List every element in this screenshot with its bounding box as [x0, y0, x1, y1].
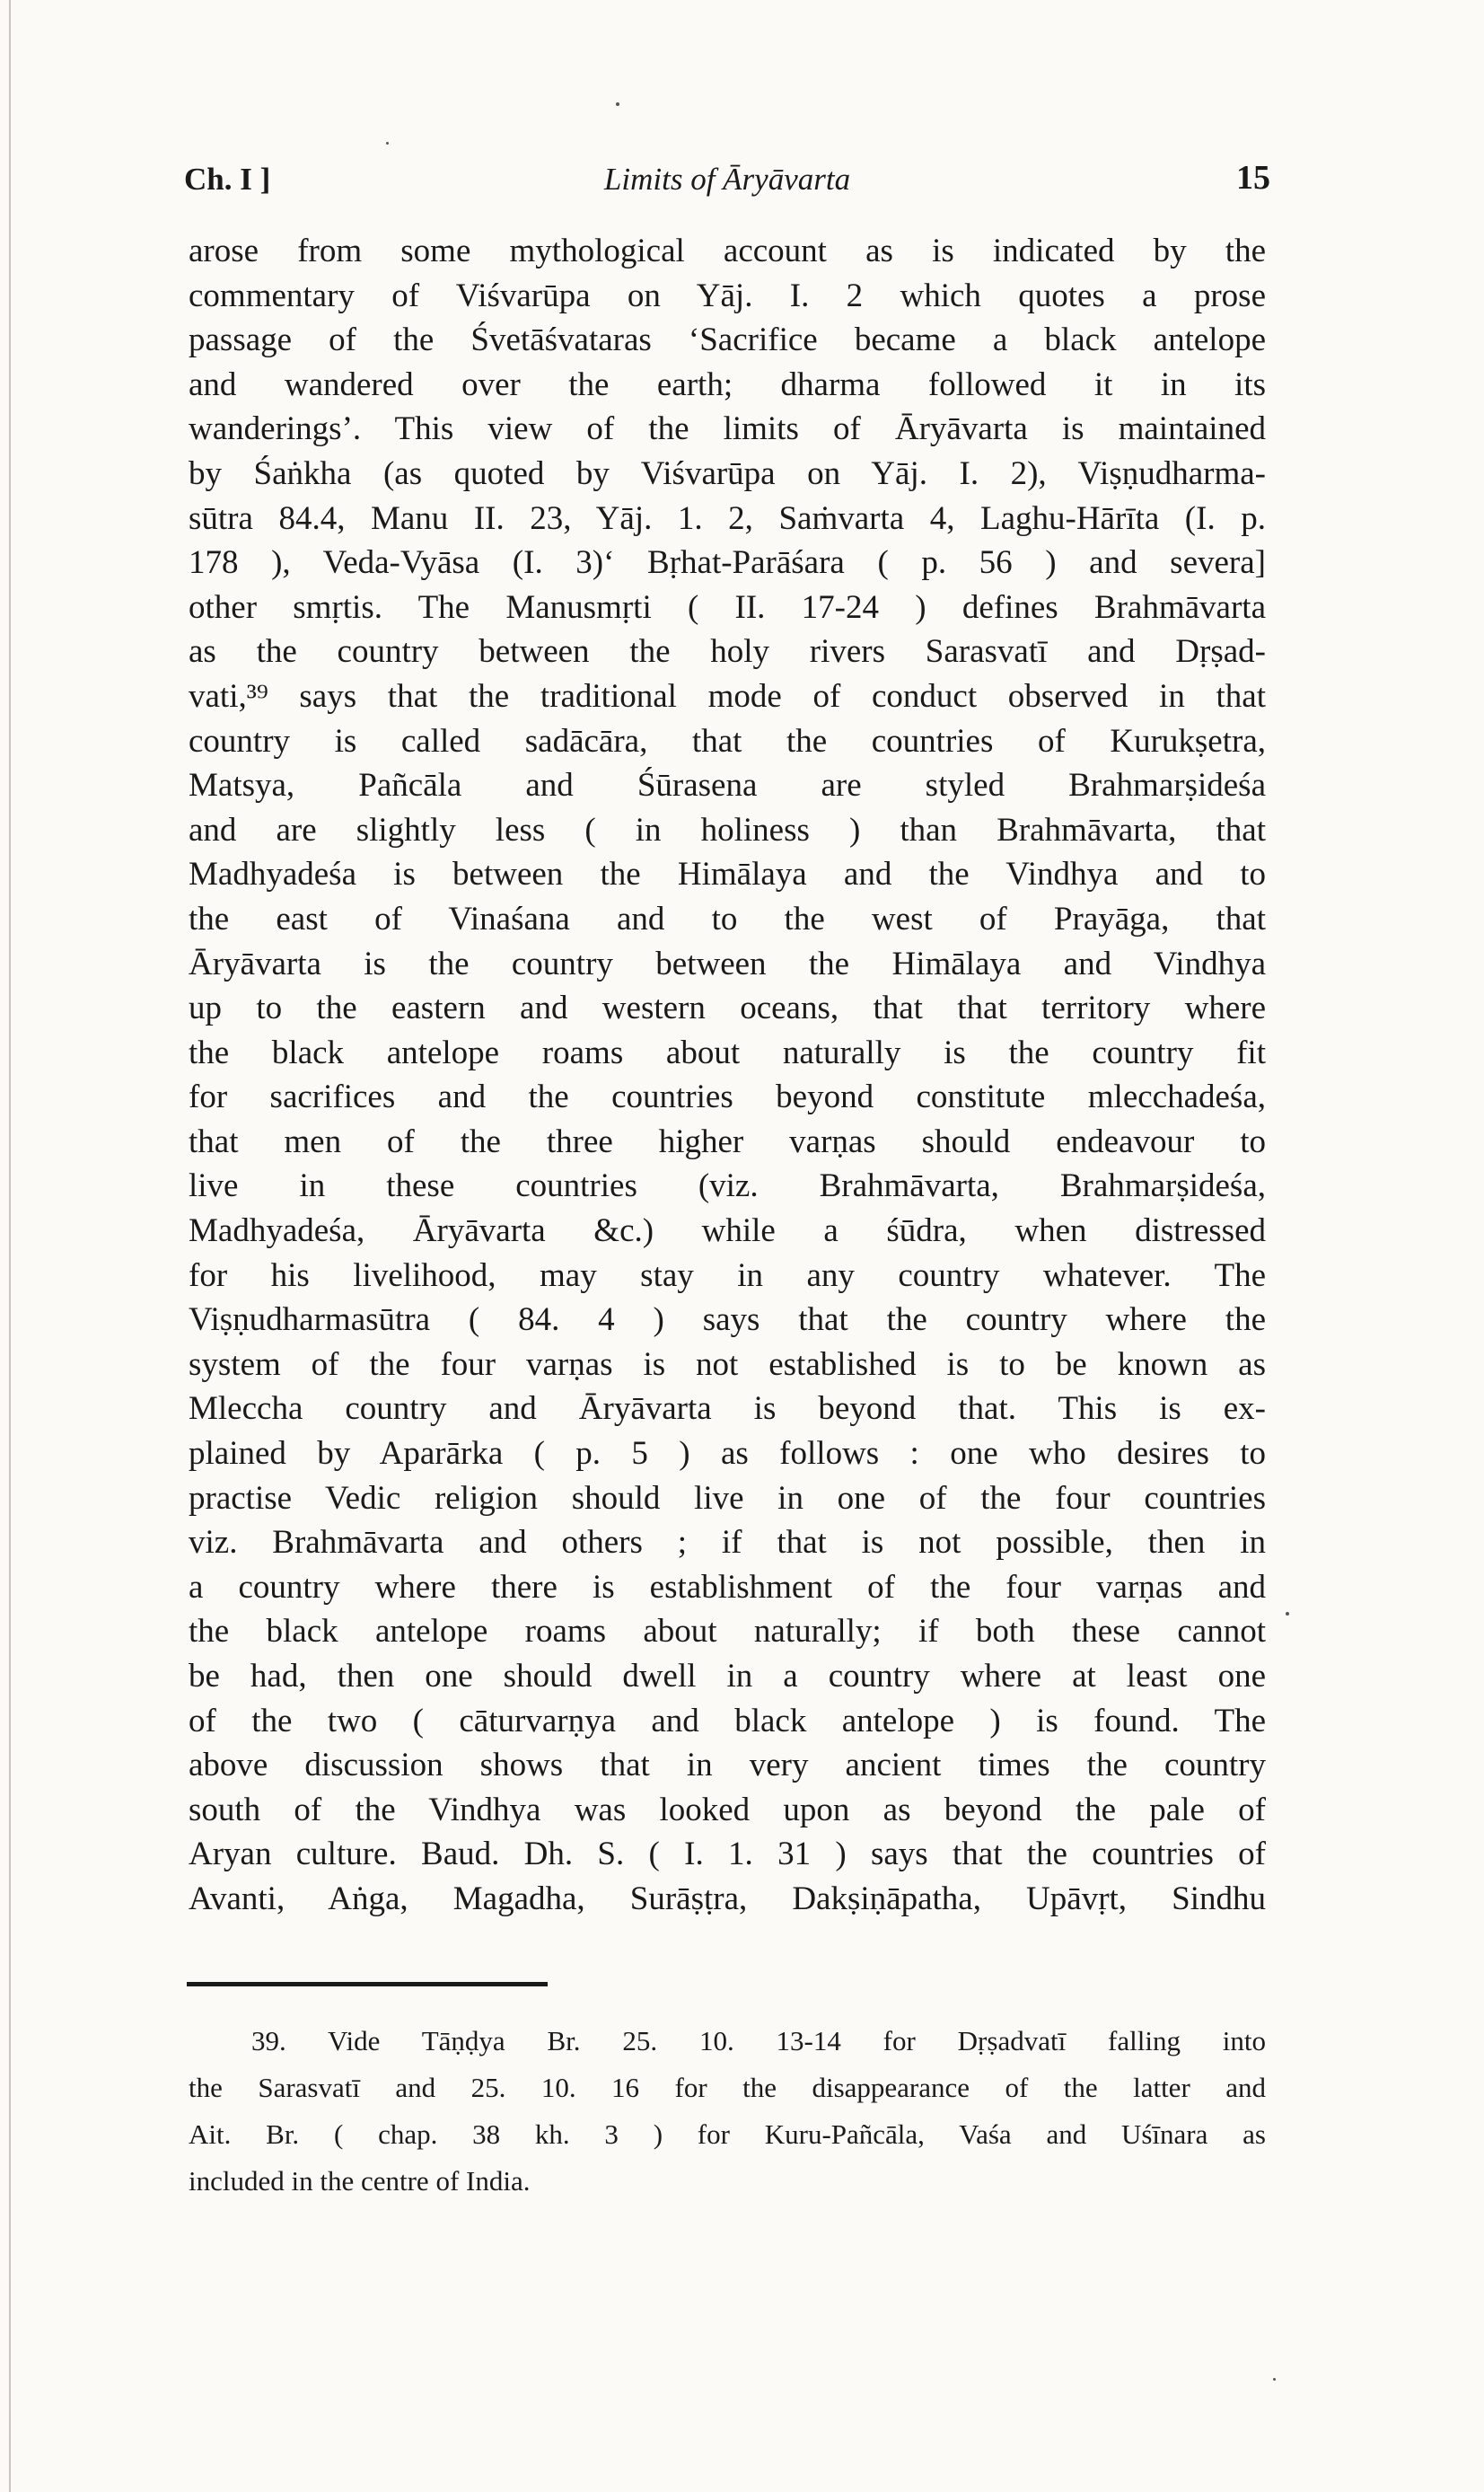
- text-line: Āryāvarta is the country between the Himālaya and Vindhya: [189, 945, 1266, 982]
- running-head: [184, 154, 1270, 208]
- text-line: system of the four varṇas is not established is to be known as: [189, 1345, 1266, 1383]
- text-line: Avanti, Aṅga, Magadha, Surāṣṭra, Dakṣiṇāpatha, Upāvṛt, Sindhu: [189, 1880, 1266, 1917]
- text-line: above discussion shows that in very ancient times the country: [189, 1747, 1266, 1784]
- text-line: Aryan culture. Baud. Dh. S. ( I. 1. 31 ) says that the countries of: [189, 1836, 1266, 1873]
- text-line: sūtra 84.4, Manu II. 23, Yāj. 1. 2, Saṁvarta 4, Laghu-Hārīta (I. p.: [189, 499, 1266, 537]
- text-line: the east of Vinaśana and to the west of Prayāga, that: [189, 900, 1266, 938]
- page-edge-line: [9, 0, 11, 2492]
- text-line: commentary of Viśvarūpa on Yāj. I. 2 which quotes a prose: [189, 277, 1266, 314]
- text-line: vati,³⁹ says that the traditional mode of conduct observed in that: [189, 677, 1266, 715]
- text-line: be had, then one should dwell in a country where at least one: [189, 1658, 1266, 1695]
- text-line: that men of the three higher varṇas should endeavour to: [189, 1123, 1266, 1160]
- text-line: for sacrifices and the countries beyond constitute mlecchadeśa,: [189, 1079, 1266, 1116]
- text-line: the black antelope roams about naturally; if both these cannot: [189, 1613, 1266, 1651]
- text-line: viz. Brahmāvarta and others ; if that is not possible, then in: [189, 1524, 1266, 1562]
- paper-speck: [1286, 1612, 1289, 1616]
- text-line: Matsya, Pañcāla and Śūrasena are styled Brahmarṣideśa: [189, 767, 1266, 805]
- chapter-label: Ch. I ]: [184, 162, 271, 197]
- footnote-line: the Sarasvatī and 25. 10. 16 for the disappearance of the latter and: [189, 2072, 1266, 2103]
- text-line: Madhyadeśa is between the Himālaya and the Vindhya and to: [189, 856, 1266, 894]
- text-line: and wandered over the earth; dharma followed it in its: [189, 365, 1266, 403]
- text-line: 178 ), Veda-Vyāsa (I. 3)‘ Bṛhat-Parāśara ( p. 56 ) and severa]: [189, 544, 1266, 582]
- text-line: up to the eastern and western oceans, that that territory where: [189, 990, 1266, 1027]
- text-line: a country where there is establishment of the four varṇas and: [189, 1568, 1266, 1606]
- text-line: Mleccha country and Āryāvarta is beyond that. This is ex-: [189, 1390, 1266, 1428]
- footnote-line: Ait. Br. ( chap. 38 kh. 3 ) for Kuru-Pañcāla, Vaśa and Uśīnara as: [189, 2118, 1266, 2150]
- text-line: other smṛtis. The Manusmṛti ( II. 17-24 ) defines Brahmāvarta: [189, 588, 1266, 626]
- text-line: plained by Aparārka ( p. 5 ) as follows : one who desires to: [189, 1435, 1266, 1473]
- text-line: of the two ( cāturvarṇya and black antelope ) is found. The: [189, 1702, 1266, 1739]
- text-line: and are slightly less ( in holiness ) than Brahmāvarta, that: [189, 811, 1266, 849]
- footnote-line: 39. Vide Tāṇḍya Br. 25. 10. 13-14 for Dṛṣadvatī falling into: [251, 2025, 1266, 2056]
- text-line: as the country between the holy rivers Sarasvatī and Dṛṣad-: [189, 633, 1266, 671]
- text-line: by Śaṅkha (as quoted by Viśvarūpa on Yāj. I. 2), Viṣṇudharma-: [189, 454, 1266, 492]
- running-title: Limits of Āryāvarta: [603, 162, 851, 197]
- text-line: wanderings’. This view of the limits of Āryāvarta is maintained: [189, 410, 1266, 448]
- text-line: Viṣṇudharmasūtra ( 84. 4 ) says that the country where the: [189, 1301, 1266, 1339]
- text-line: country is called sadācāra, that the countries of Kurukṣetra,: [189, 722, 1266, 760]
- text-line: practise Vedic religion should live in one of the four countries: [189, 1479, 1266, 1517]
- text-line: arose from some mythological account as is indicated by the: [189, 233, 1266, 269]
- page-number: 15: [1236, 159, 1270, 197]
- footnote-separator: [187, 1982, 548, 1986]
- body-text: [189, 229, 1266, 1922]
- text-line: the black antelope roams about naturally is the country fit: [189, 1034, 1266, 1071]
- paper-speck: [1273, 2378, 1276, 2381]
- paper-speck: [616, 102, 619, 106]
- text-line: Madhyadeśa, Āryāvarta &c.) while a śūdra, when distressed: [189, 1212, 1266, 1250]
- text-line: for his livelihood, may stay in any country whatever. The: [189, 1256, 1266, 1294]
- text-line: south of the Vindhya was looked upon as beyond the pale of: [189, 1791, 1266, 1828]
- text-line: passage of the Śvetāśvataras ‘Sacrifice became a black antelope: [189, 321, 1266, 359]
- text-line: live in these countries (viz. Brahmāvarta, Brahmarṣideśa,: [189, 1167, 1266, 1205]
- footnote-line: included in the centre of India.: [189, 2165, 531, 2197]
- footnote: [189, 2018, 1266, 2205]
- paper-speck: [386, 142, 389, 145]
